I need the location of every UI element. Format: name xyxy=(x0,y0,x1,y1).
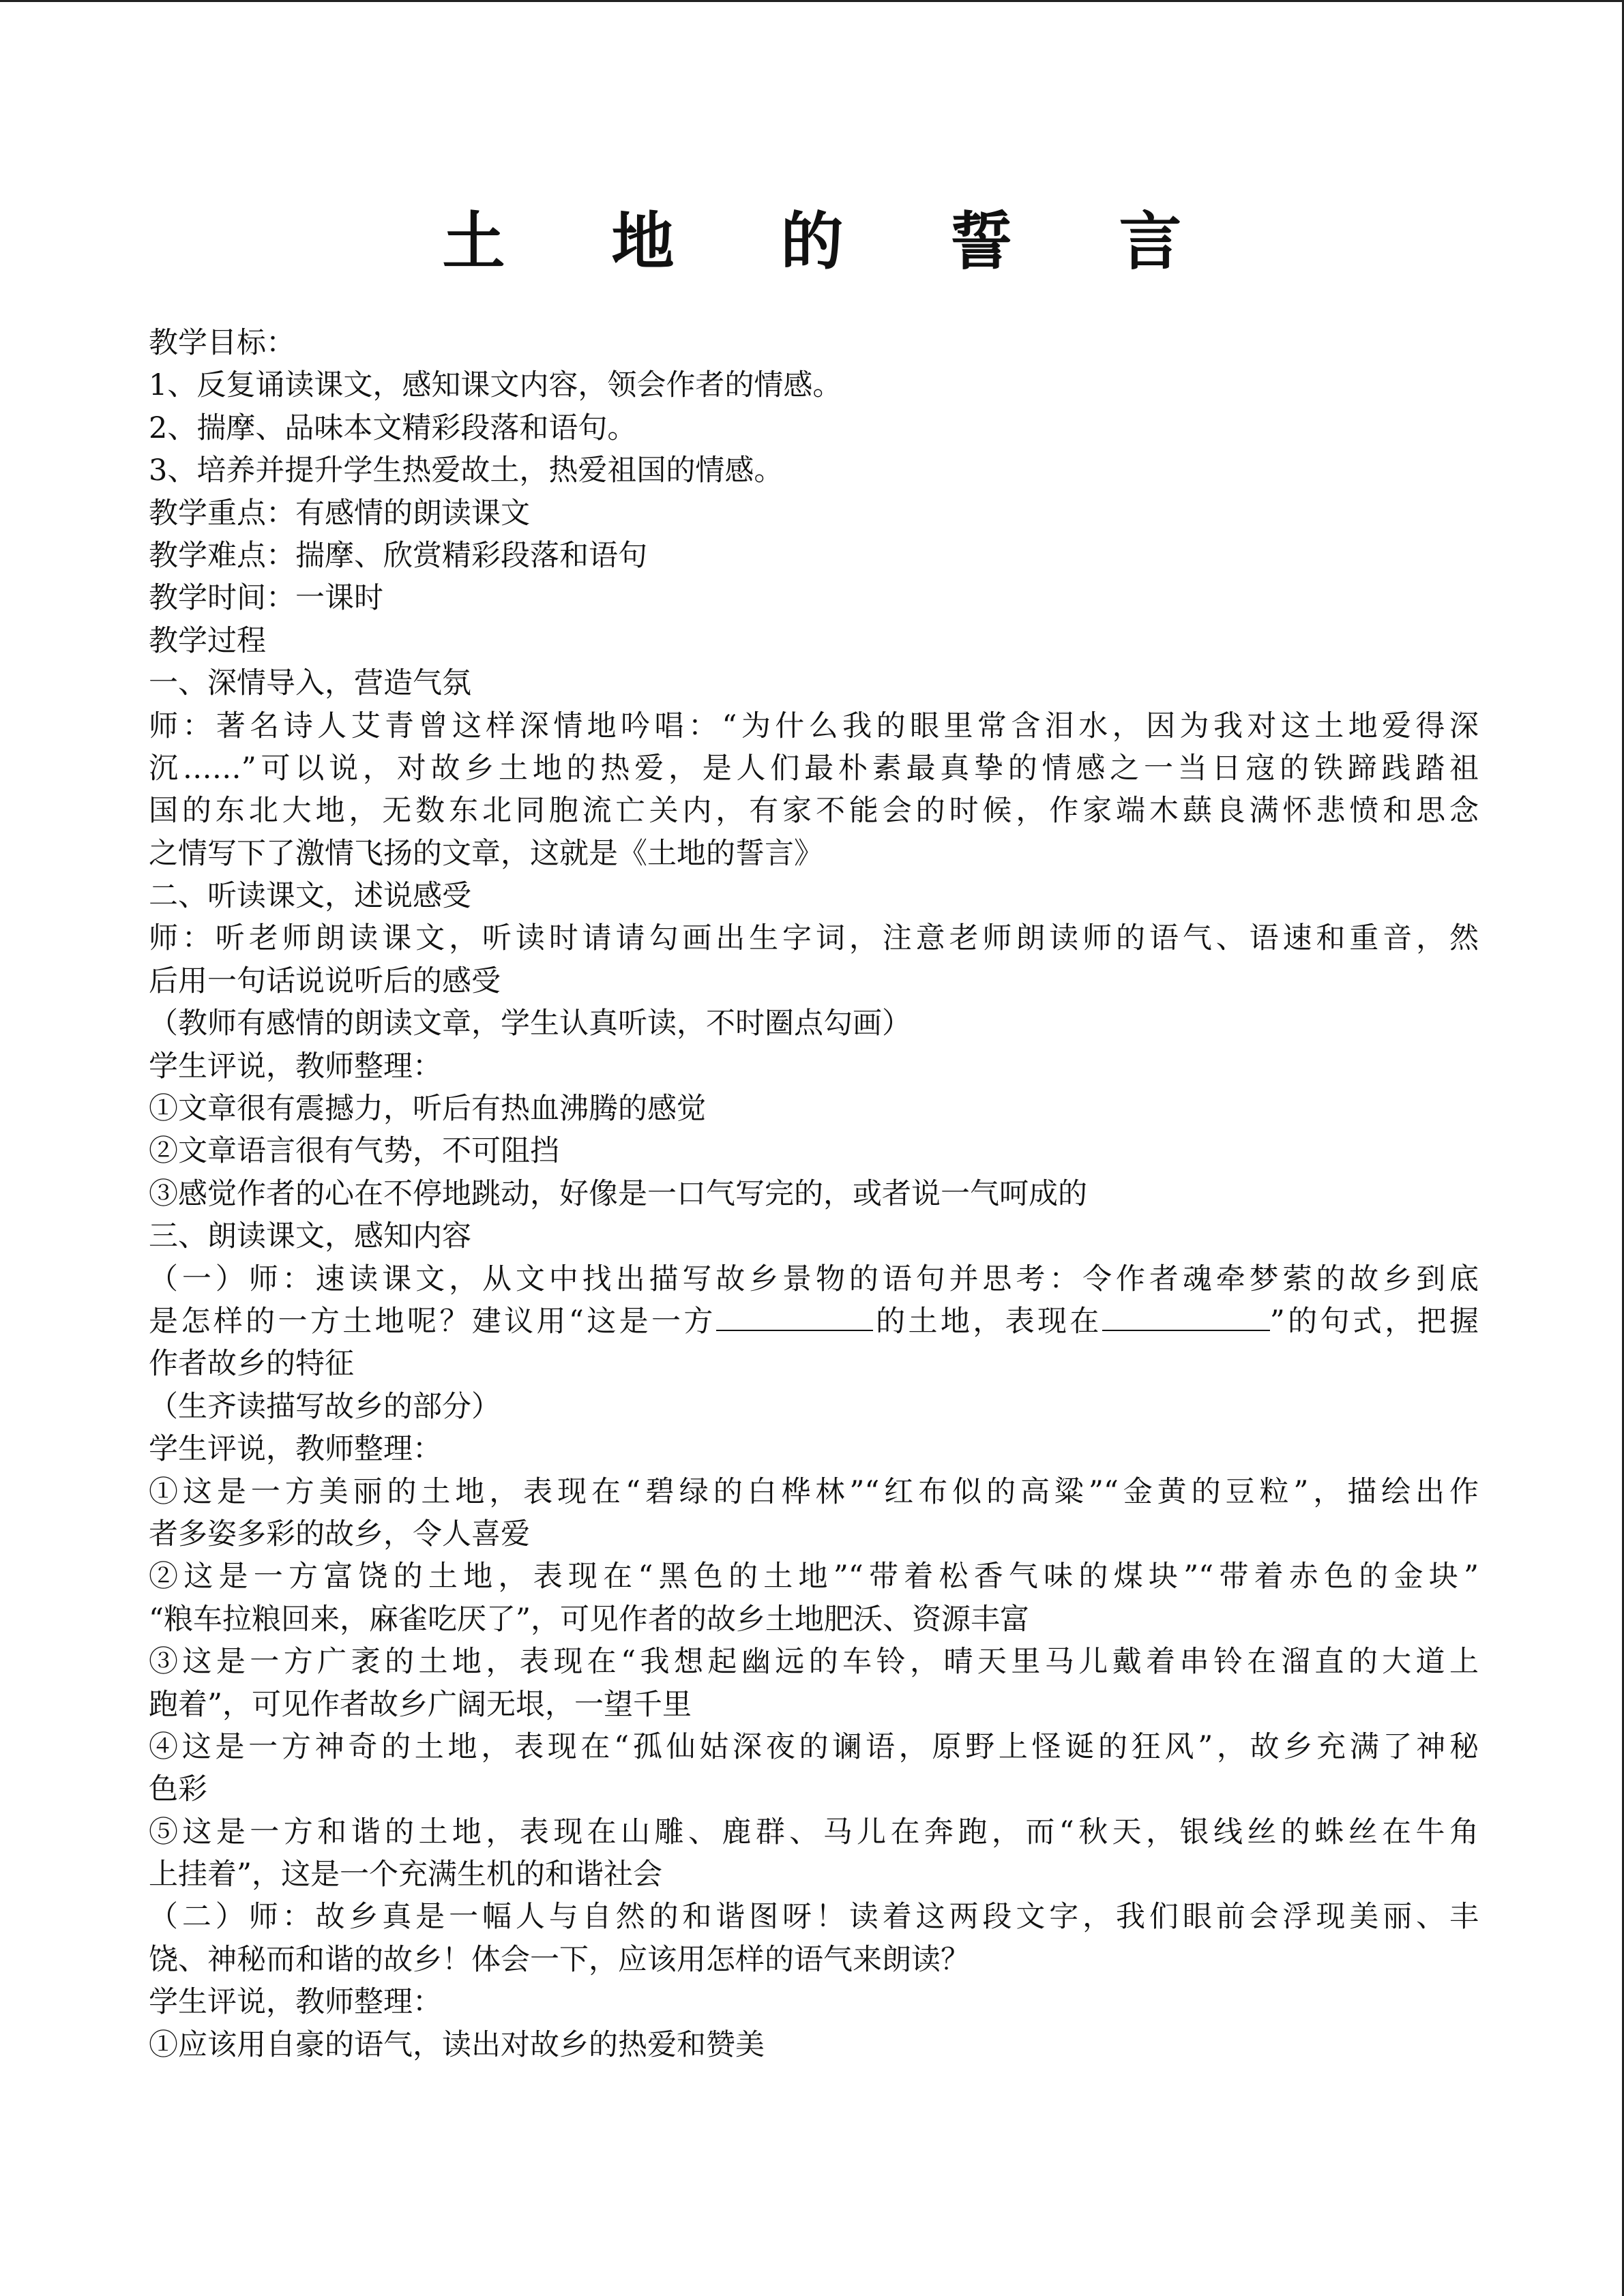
paragraph-line: （一）师：速读课文，从文中找出描写故乡景物的语句并思考：令作者魂牵梦萦的故乡到底 xyxy=(149,1262,1479,1296)
heading-process: 教学过程 xyxy=(149,623,266,658)
document-body xyxy=(149,322,1479,2066)
heading-objectives: 教学目标： xyxy=(149,326,295,360)
paragraph-line: 学生评说，教师整理： xyxy=(149,1985,442,2020)
list-item: ①应该用自豪的语气，读出对故乡的热爱和赞美 xyxy=(149,2027,765,2062)
list-item: ②这是一方富饶的土地，表现在“黑色的土地”“带着松香气味的煤块”“带着赤色的金块” xyxy=(149,1560,1479,1594)
paragraph-line: 师：著名诗人艾青曾这样深情地吟唱：“为什么我的眼里常含泪水，因为我对这土地爱得深 xyxy=(149,709,1479,743)
objective-1: 1、反复诵读课文，感知课文内容，领会作者的情感。 xyxy=(149,368,842,403)
list-item: “粮车拉粮回来，麻雀吃厌了”，可见作者的故乡土地肥沃、资源丰富 xyxy=(149,1602,1029,1637)
paragraph-line: 学生评说，教师整理： xyxy=(149,1049,442,1084)
list-item: ①这是一方美丽的土地，表现在“碧绿的白桦林”“红布似的高粱”“金黄的豆粒”，描绘出作 xyxy=(149,1474,1479,1509)
list-item: 跑着”，可见作者故乡广阔无垠，一望千里 xyxy=(149,1687,692,1722)
list-item: 者多姿多彩的故乡，令人喜爱 xyxy=(149,1517,530,1551)
list-item: 色彩 xyxy=(149,1772,207,1807)
teaching-difficulty: 教学难点：揣摩、欣赏精彩段落和语句 xyxy=(149,538,647,573)
section-1-heading: 一、深情导入，营造气氛 xyxy=(149,666,471,701)
list-item: ⑤这是一方和谐的土地，表现在山雕、鹿群、马儿在奔跑，而“秋天，银线丝的蛛丝在牛角 xyxy=(149,1815,1479,1849)
paragraph-line: 后用一句话说说听后的感受 xyxy=(149,964,501,998)
fill-in-line xyxy=(149,1300,1479,1343)
list-item: ③感觉作者的心在不停地跳动，好像是一口气写完的，或者说一气呵成的 xyxy=(149,1176,1087,1211)
paragraph-line: （生齐读描写故乡的部分） xyxy=(149,1389,501,1424)
fill-in-blank xyxy=(1102,1303,1270,1331)
list-item: ①文章很有震撼力，听后有热血沸腾的感觉 xyxy=(149,1092,706,1127)
paragraph-line: 师：听老师朗读课文，听读时请请勾画出生字词，注意老师朗读师的语气、语速和重音，然 xyxy=(149,921,1479,956)
objective-3: 3、培养并提升学生热爱故土，热爱祖国的情感。 xyxy=(149,453,784,488)
paragraph-line: （二）师：故乡真是一幅人与自然的和谐图呀！读着这两段文字，我们眼前会浮现美丽、丰 xyxy=(149,1900,1479,1935)
paragraph-line: 饶、神秘而和谐的故乡！体会一下，应该用怎样的语气来朗读？ xyxy=(149,1942,970,1977)
paragraph-line: （教师有感情的朗读文章，学生认真听读，不时圈点勾画） xyxy=(149,1007,911,1041)
fill-in-text: 的土地，表现在 xyxy=(872,1304,1102,1339)
page-edge-top xyxy=(0,0,1624,2)
list-item: ③这是一方广袤的土地，表现在“我想起幽远的车铃，晴天里马儿戴着串铃在溜直的大道上 xyxy=(149,1645,1479,1680)
paragraph-line: 国的东北大地，无数东北同胞流亡关内，有家不能会的时候，作家端木蕻良满怀悲愤和思念 xyxy=(149,794,1479,829)
section-3-heading: 三、朗读课文，感知内容 xyxy=(149,1219,471,1254)
section-2-heading: 二、听读课文，述说感受 xyxy=(149,879,471,914)
list-item: ④这是一方神奇的土地，表现在“孤仙姑深夜的谰语，原野上怪诞的狂风”，故乡充满了神秘 xyxy=(149,1729,1479,1764)
teaching-time: 教学时间：一课时 xyxy=(149,581,383,616)
fill-in-text: ”的句式，把握 xyxy=(1269,1304,1479,1339)
document-title: 土 地 的 誓 言 xyxy=(442,205,1224,278)
fill-in-blank xyxy=(716,1303,873,1331)
teaching-focus: 教学重点：有感情的朗读课文 xyxy=(149,496,530,531)
paragraph-line: 作者故乡的特征 xyxy=(149,1347,354,1382)
list-item: ②文章语言很有气势，不可阻挡 xyxy=(149,1134,559,1169)
paragraph-line: 沉……”可以说，对故乡土地的热爱，是人们最朴素最真挚的情感之一当日寇的铁蹄践踏祖 xyxy=(149,751,1479,786)
paragraph-line: 学生评说，教师整理： xyxy=(149,1432,442,1467)
paragraph-line: 之情写下了激情飞扬的文章，这就是《土地的誓言》 xyxy=(149,836,823,871)
list-item: 上挂着”，这是一个充满生机的和谐社会 xyxy=(149,1858,662,1892)
objective-2: 2、揣摩、品味本文精彩段落和语句。 xyxy=(149,411,637,445)
fill-in-text: 是怎样的一方土地呢？建议用“这是一方 xyxy=(149,1304,716,1339)
